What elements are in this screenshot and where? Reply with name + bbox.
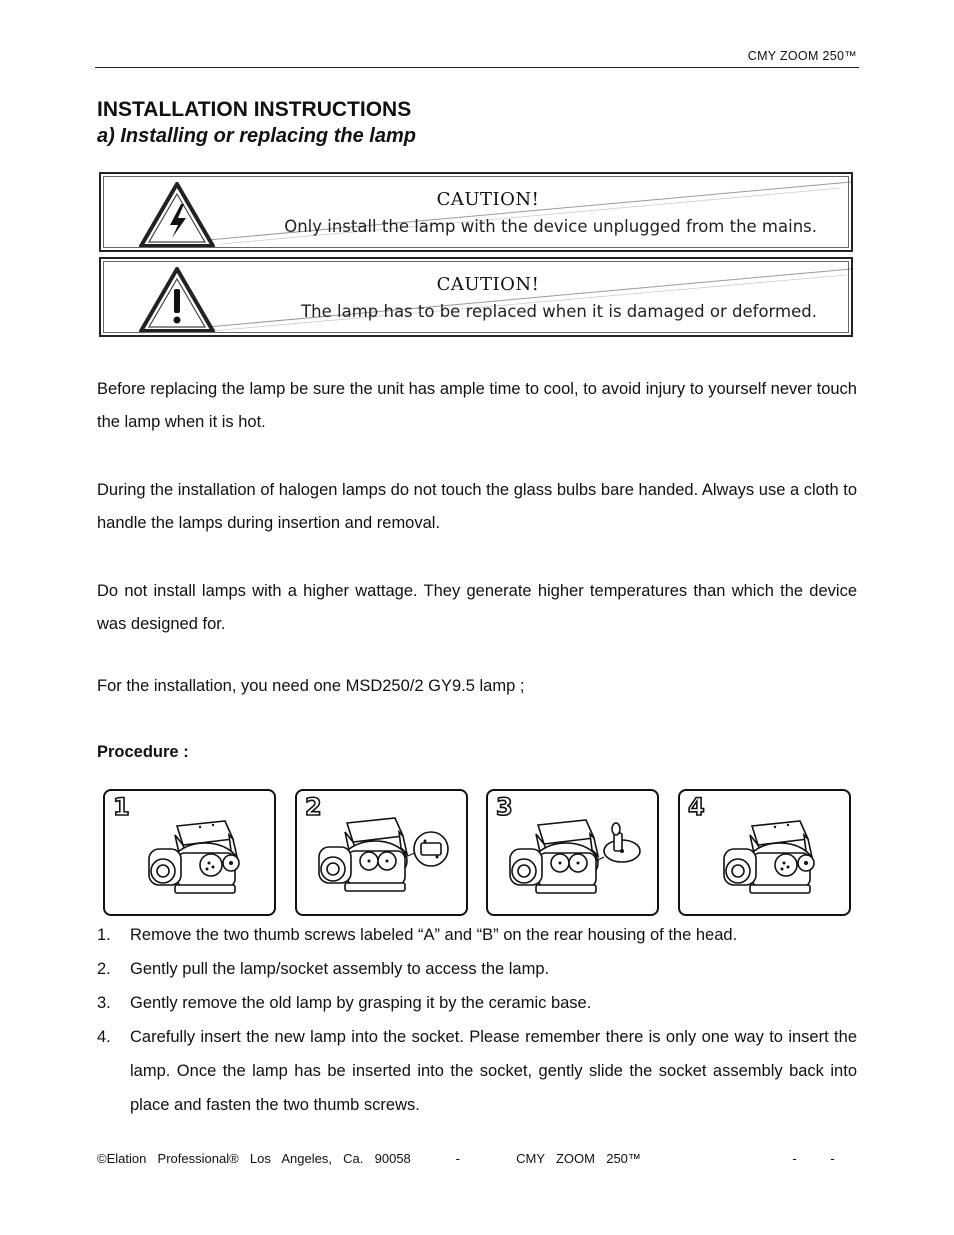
procedure-heading: Procedure : xyxy=(97,743,189,761)
step-number: 1. xyxy=(97,926,111,944)
step-text: Gently pull the lamp/socket assembly to access the lamp. xyxy=(130,960,550,978)
moving-head-reassembled-illustration xyxy=(680,791,853,918)
procedure-figures xyxy=(103,789,855,919)
caution-text: Only install the lamp with the device unplugged from the mains. xyxy=(284,217,817,236)
procedure-step xyxy=(97,986,857,1020)
caution-title: CAUTION! xyxy=(436,189,540,210)
section-subtitle: a) Installing or replacing the lamp xyxy=(97,125,416,147)
step-number: 2. xyxy=(97,960,111,978)
figure-number: 1 xyxy=(113,793,130,821)
caution-box-unplug xyxy=(99,172,853,252)
section-title: INSTALLATION INSTRUCTIONS xyxy=(97,98,412,121)
header-product-name: CMY ZOOM 250™ xyxy=(747,49,857,63)
procedure-step xyxy=(97,952,857,986)
page-footer: ©Elation Professional® Los Angeles, Ca. 90058 - CMY ZOOM 250™ - - xyxy=(97,1151,835,1166)
paragraph-lamp-type: For the installation, you need one MSD250/2 GY9.5 lamp ; xyxy=(97,677,525,695)
moving-head-illustration xyxy=(105,791,278,918)
procedure-step xyxy=(97,1020,857,1122)
step-number: 3. xyxy=(97,994,111,1012)
step-text: Gently remove the old lamp by grasping it by the ceramic base. xyxy=(130,994,592,1012)
step-text: Carefully insert the new lamp into the socket. Please remember there is only one way to insert the lamp. Once the lamp has be inserted into the socket, gently slide the socket assembly back into place and fasten the two thumb screws. xyxy=(130,1028,857,1114)
caution-box-damaged-lamp xyxy=(99,257,853,337)
procedure-step xyxy=(97,918,857,952)
figure-number: 4 xyxy=(688,793,705,821)
step-number: 4. xyxy=(97,1028,111,1046)
figure-step-4 xyxy=(678,789,851,916)
figure-step-1 xyxy=(103,789,276,916)
header-divider xyxy=(95,67,859,68)
paragraph-wattage: Do not install lamps with a higher wattage. They generate higher temperatures than which the device was designed for. xyxy=(97,582,857,633)
figure-step-2 xyxy=(295,789,468,916)
paragraph-halogen-handling: During the installation of halogen lamps do not touch the glass bulbs bare handed. Always use a cloth to handle the lamps during insertion and removal. xyxy=(97,481,857,532)
step-text: Remove the two thumb screws labeled “A” and “B” on the rear housing of the head. xyxy=(130,926,738,944)
moving-head-lamp-removal-illustration xyxy=(488,791,661,918)
procedure-steps-list xyxy=(97,918,857,1122)
paragraph-cooling: Before replacing the lamp be sure the unit has ample time to cool, to avoid injury to yourself never touch the lamp when it is hot. xyxy=(97,380,857,431)
figure-number: 2 xyxy=(305,793,322,821)
caution-text: The lamp has to be replaced when it is damaged or deformed. xyxy=(301,302,817,321)
figure-number: 3 xyxy=(496,793,513,821)
figure-step-3 xyxy=(486,789,659,916)
caution-title: CAUTION! xyxy=(436,274,540,295)
moving-head-socket-removal-illustration xyxy=(297,791,470,918)
